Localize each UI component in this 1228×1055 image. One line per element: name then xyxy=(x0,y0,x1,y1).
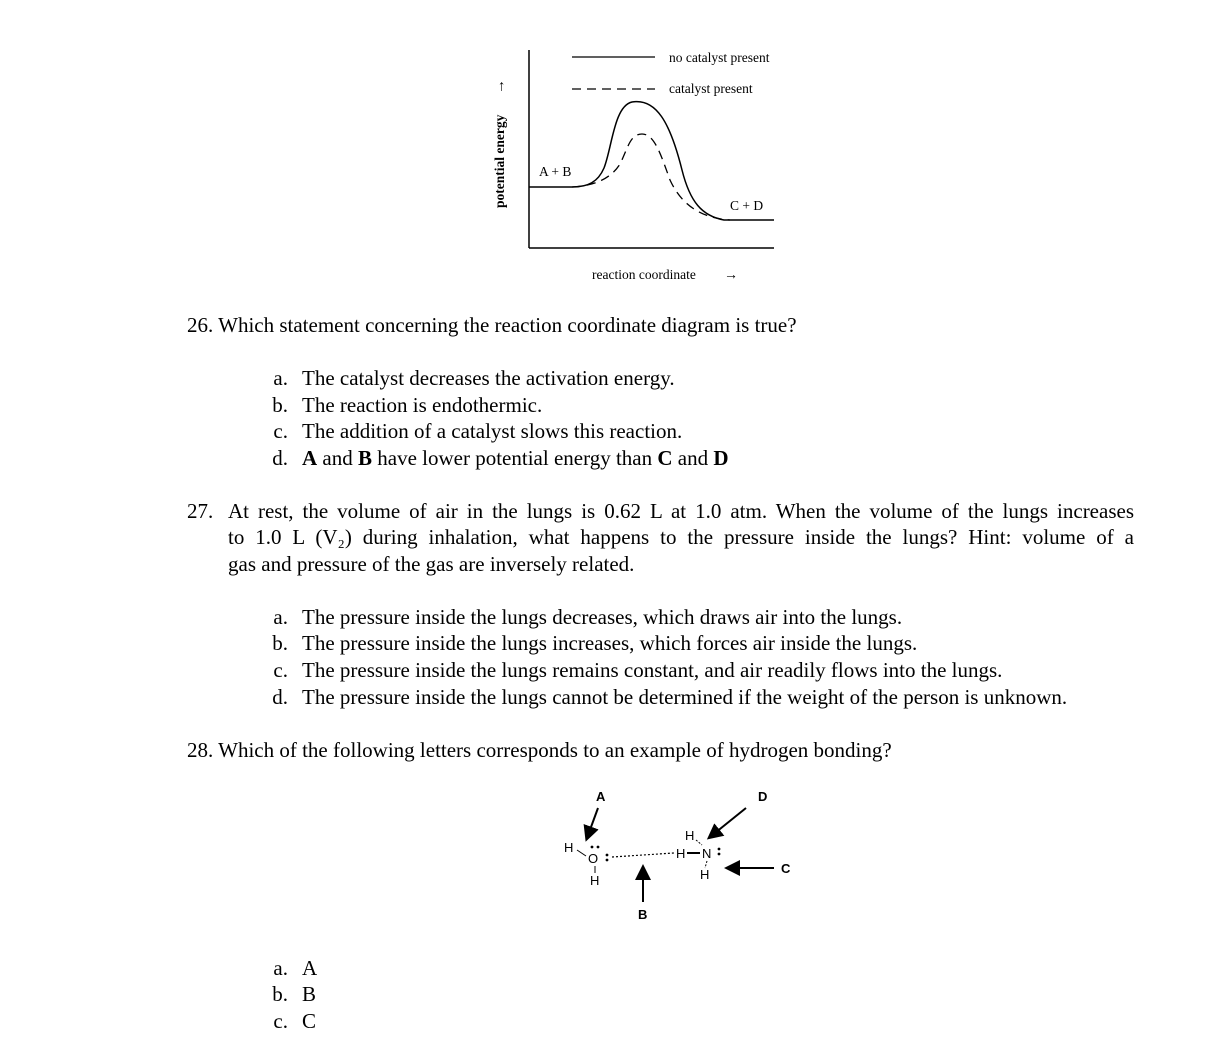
x-axis-arrow: → xyxy=(724,268,738,283)
bold-c: C xyxy=(657,446,673,470)
legend-solid-label: no catalyst present xyxy=(669,50,770,65)
legend-dashed-label: catalyst present xyxy=(669,81,753,96)
question-28-option-a xyxy=(252,955,317,982)
question-26-option-a xyxy=(252,365,675,392)
option-text: The catalyst decreases the activation energy. xyxy=(302,366,675,390)
question-28-option-b xyxy=(252,981,316,1008)
ammonia-h-bottom: H xyxy=(700,867,710,882)
option-text: A xyxy=(302,956,318,980)
water-h-bottom: H xyxy=(590,873,600,888)
lone-pair-dot xyxy=(597,846,600,849)
option-letter: a. xyxy=(273,366,288,390)
option-letter: d. xyxy=(272,685,288,709)
x-axis-label: reaction coordinate xyxy=(592,267,696,282)
option-text: The reaction is endothermic. xyxy=(302,393,543,417)
option-text: The addition of a catalyst slows this reaction. xyxy=(302,419,683,443)
question-27-option-a xyxy=(252,604,902,631)
question-28-option-c xyxy=(252,1008,316,1035)
question-27-number: 27. xyxy=(187,499,214,523)
option-text-part: and xyxy=(672,446,714,470)
bond-oh-left xyxy=(577,850,586,856)
option-text: The pressure inside the lungs increases, which forces air inside the lungs. xyxy=(302,631,918,655)
option-text: C xyxy=(302,1009,317,1033)
bold-a: A xyxy=(302,446,318,470)
reaction-coordinate-diagram xyxy=(480,40,810,290)
ammonia-n: N xyxy=(702,846,712,861)
lone-pair-dot xyxy=(591,846,594,849)
question-26-option-d xyxy=(252,445,729,472)
question-27-option-c xyxy=(252,657,1002,684)
hydrogen-bond-dotted xyxy=(612,853,674,857)
question-27-option-d xyxy=(252,684,1067,711)
lone-pair-dot xyxy=(718,848,721,851)
water-h-left: H xyxy=(564,840,574,855)
question-28-stem: 28. Which of the following letters corresponds to an example of hydrogen bonding? xyxy=(187,738,892,762)
question-26-stem: 26. Which statement concerning the reaction coordinate diagram is true? xyxy=(187,313,797,337)
bold-d: D xyxy=(713,446,729,470)
lone-pair-dot xyxy=(606,854,609,857)
option-text: The pressure inside the lungs decreases, which draws air into the lungs. xyxy=(302,605,903,629)
question-26-option-c xyxy=(252,418,682,445)
lone-pair-dot xyxy=(606,859,609,862)
label-d: D xyxy=(758,789,768,804)
option-text: The pressure inside the lungs remains constant, and air readily flows into the lungs. xyxy=(302,658,1003,682)
label-b: B xyxy=(638,907,648,922)
water-o: O xyxy=(588,851,599,866)
label-a: A xyxy=(596,789,606,804)
reactants-label: A + B xyxy=(539,164,572,179)
option-letter: c. xyxy=(273,1009,288,1033)
label-c: C xyxy=(781,861,791,876)
option-letter: b. xyxy=(272,982,288,1006)
option-letter: c. xyxy=(273,419,288,443)
option-text: B xyxy=(302,982,317,1006)
question-26-option-b xyxy=(252,392,542,419)
hydrogen-bonding-diagram xyxy=(550,780,810,930)
option-letter: b. xyxy=(272,393,288,417)
option-letter: d. xyxy=(272,446,288,470)
question-27-line-3: gas and pressure of the gas are inversely related. xyxy=(228,552,635,576)
question-27-line-1: At rest, the volume of air in the lungs is 0.62 L at 1.0 atm. When the volume of the lungs increases xyxy=(228,499,1134,523)
bold-b: B xyxy=(358,446,373,470)
products-label: C + D xyxy=(730,198,764,213)
option-letter: a. xyxy=(273,956,288,980)
option-text-part: and xyxy=(317,446,358,470)
arrow-d xyxy=(710,808,746,837)
catalyst-curve xyxy=(572,134,730,220)
bond-nh-top xyxy=(696,840,702,845)
lone-pair-dot xyxy=(718,853,721,856)
y-axis-arrow: → xyxy=(492,79,508,94)
ammonia-h-left: H xyxy=(676,846,686,861)
ammonia-h-top: H xyxy=(685,828,695,843)
option-letter: b. xyxy=(272,631,288,655)
question-27-line-2: to 1.0 L (V₂) during inhalation, what happens to the pressure inside the lungs? Hint: volume of a xyxy=(228,525,1134,549)
option-text-part: have lower potential energy than xyxy=(372,446,658,470)
question-27-option-b xyxy=(252,630,917,657)
arrow-a xyxy=(587,808,598,838)
option-text: The pressure inside the lungs cannot be determined if the weight of the person is unknown. xyxy=(302,685,1068,709)
option-letter: c. xyxy=(273,658,288,682)
option-letter: a. xyxy=(273,605,288,629)
y-axis-label: potential energy xyxy=(492,114,507,208)
